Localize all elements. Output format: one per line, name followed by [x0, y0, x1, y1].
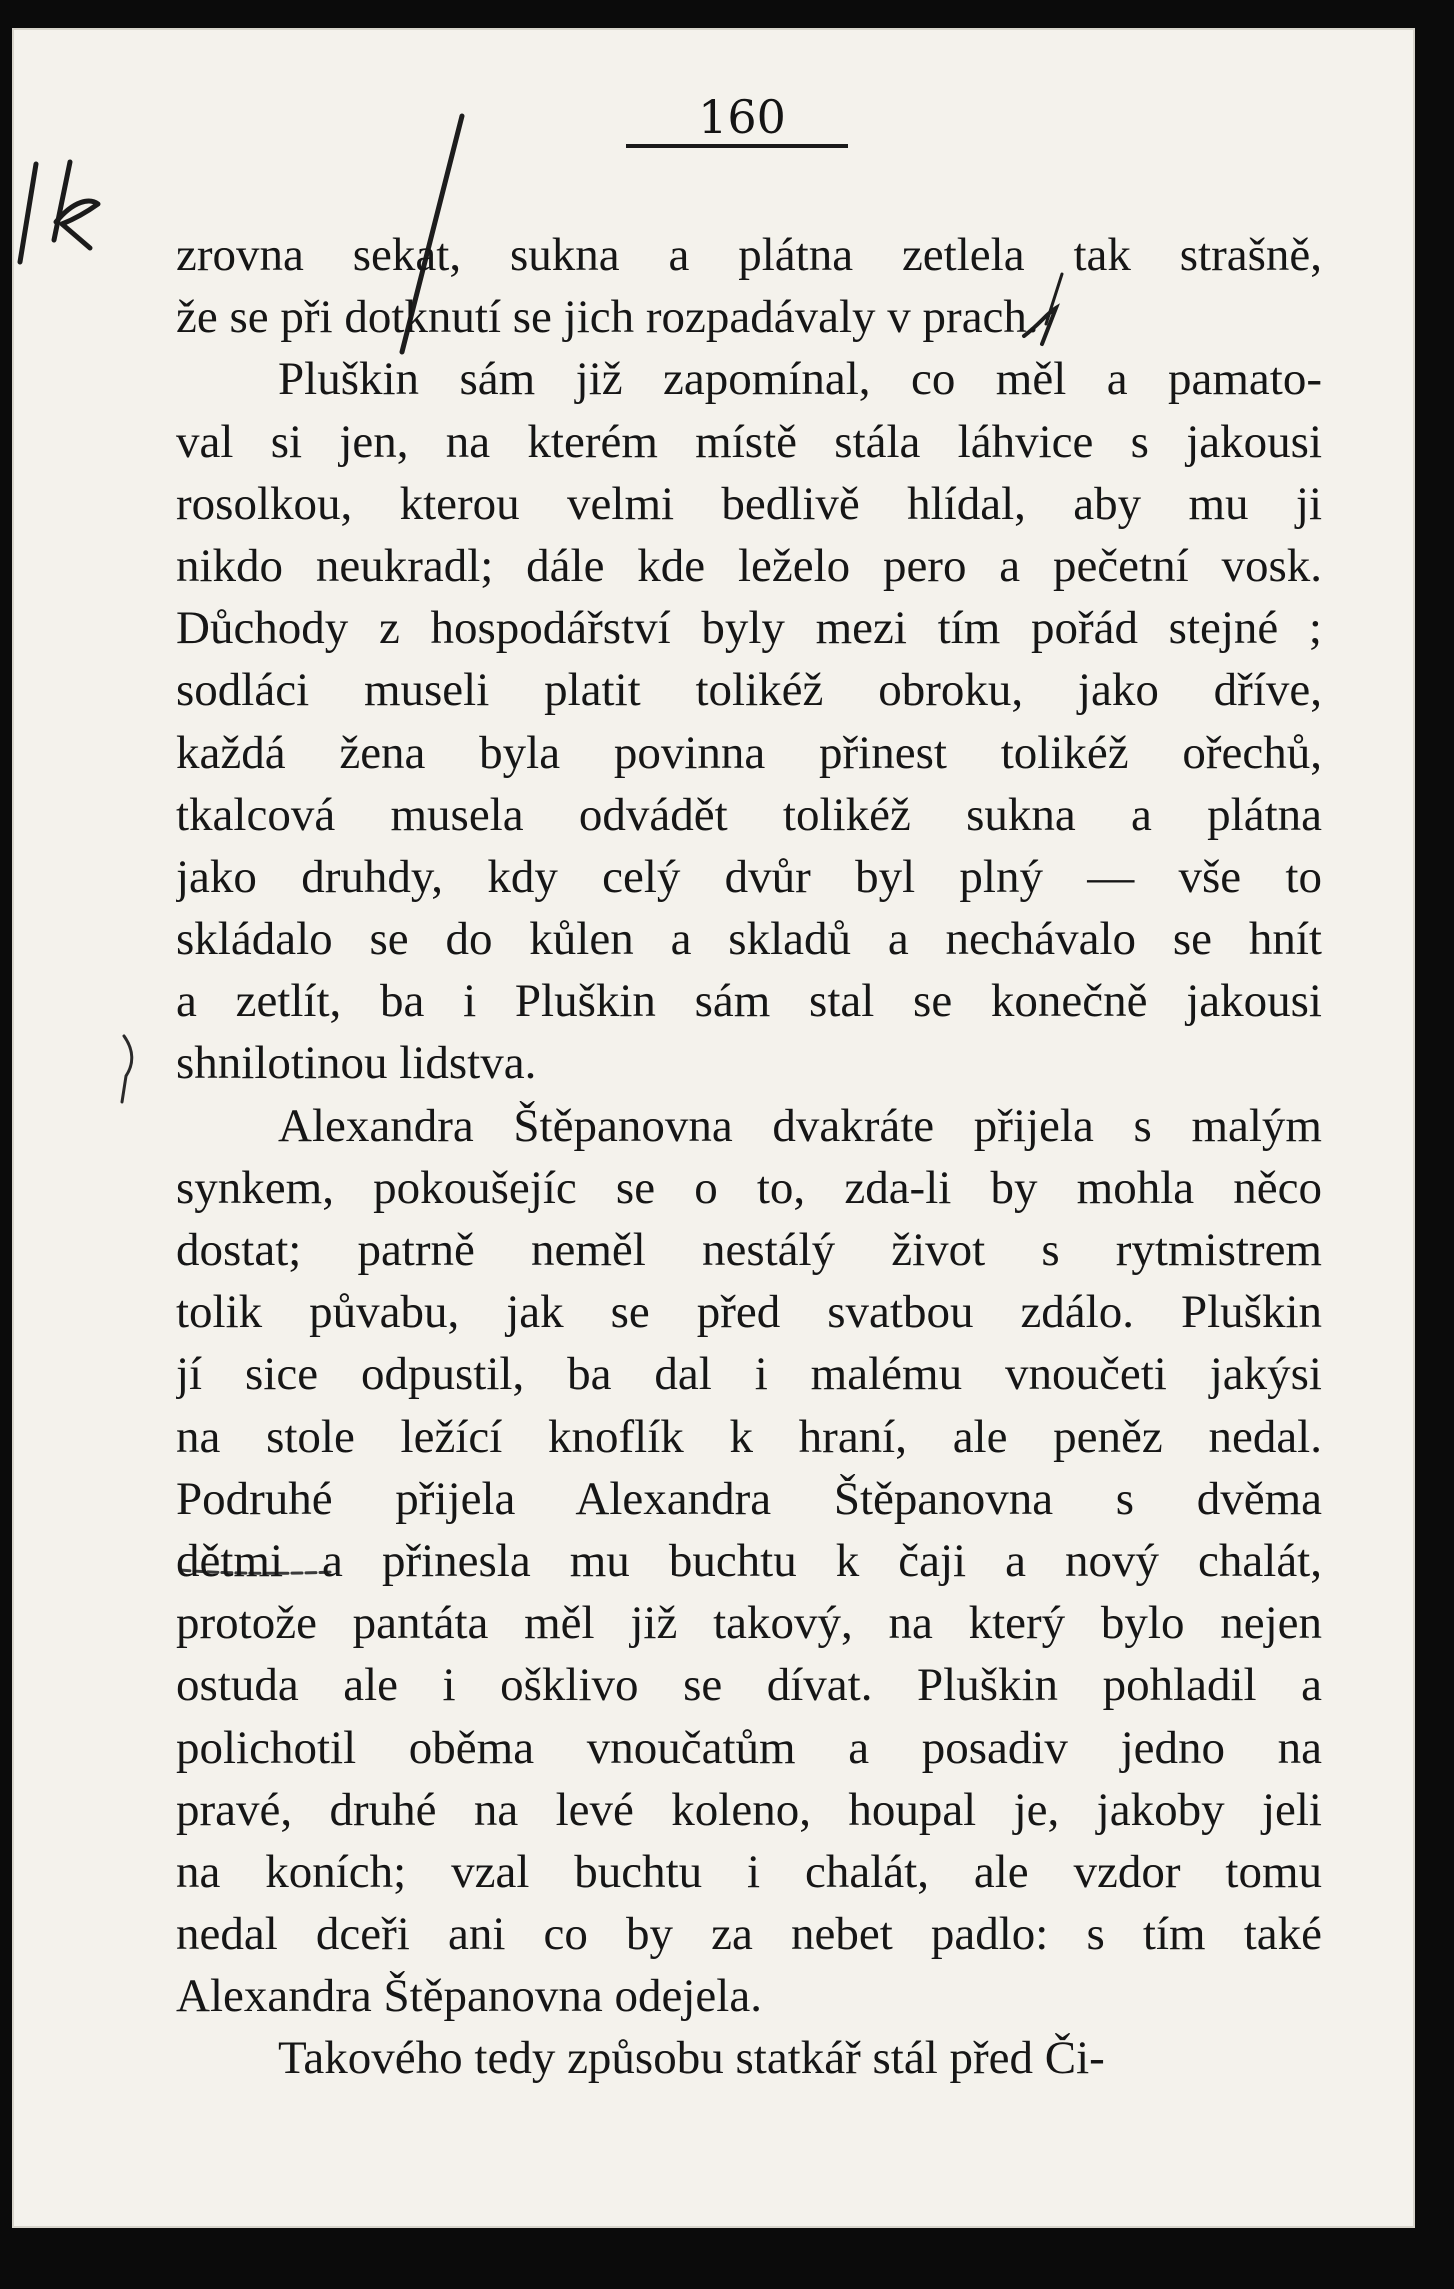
text-line: polichotil oběma vnoučatům a posadiv jedno na [176, 1721, 1322, 1774]
page-number: 160 [698, 90, 786, 144]
text-line: nikdo neukradl; dále kde leželo pero a pečetní vosk. [176, 539, 1322, 592]
text-line: ostuda ale i ošklivo se dívat. Pluškin pohladil a [176, 1659, 1322, 1712]
text-line: Pluškin sám již zapomínal, co měl a pamato- [278, 353, 1322, 406]
text-line: rosolkou, kterou velmi bedlivě hlídal, aby mu ji [176, 477, 1322, 530]
text-line: pravé, druhé na levé koleno, houpal je, jakoby jeli [176, 1783, 1322, 1836]
body-text [176, 224, 1322, 2090]
text-line: tkalcová musela odvádět tolikéž sukna a plátna [176, 788, 1322, 841]
text-line: tolik půvabu, jak se před svatbou zdálo. Pluškin [176, 1286, 1322, 1339]
text-line: val si jen, na kterém místě stála láhvice s jakousi [176, 415, 1322, 468]
text-line: dětmi a přinesla mu buchtu k čaji a nový chalát, [176, 1534, 1322, 1587]
text-line: Alexandra Štěpanovna dvakráte přijela s malým [278, 1099, 1322, 1152]
text-line: že se při dotknutí se jich rozpadávaly v prach. [176, 291, 1039, 344]
text-line: nedal dceři ani co by za nebet padlo: s tím také [176, 1908, 1322, 1961]
text-line: synkem, pokoušejíc se o to, zda-li by mohla něco [176, 1161, 1322, 1214]
text-line: sodláci museli platit tolikéž obroku, jako dříve, [176, 664, 1322, 717]
book-page [12, 28, 1415, 2228]
handwritten-margin-mark [12, 158, 132, 268]
text-line: na stole ležící knoflík k hraní, ale peněz nedal. [176, 1410, 1322, 1463]
text-line: Takového tedy způsobu statkář stál před Či- [278, 2032, 1105, 2085]
text-line: každá žena byla povinna přinest tolikéž ořechů, [176, 726, 1322, 779]
text-line: a zetlít, ba i Pluškin sám stal se konečně jakousi [176, 975, 1322, 1028]
text-line: Důchody z hospodářství byly mezi tím pořád stejné ; [176, 602, 1322, 655]
text-line: Podruhé přijela Alexandra Štěpanovna s dvěma [176, 1472, 1322, 1525]
text-line: jí sice odpustil, ba dal i malému vnoučeti jakýsi [176, 1348, 1322, 1401]
text-line: zrovna sekat, sukna a plátna zetlela tak strašně, [176, 229, 1322, 281]
text-line: Alexandra Štěpanovna odejela. [176, 1970, 762, 2023]
text-line: jako druhdy, kdy celý dvůr byl plný — vše to [176, 850, 1322, 903]
text-line: protože pantáta měl již takový, na který bylo nejen [176, 1597, 1322, 1650]
text-line: skládalo se do kůlen a skladů a nechávalo se hnít [176, 913, 1322, 966]
text-line: dostat; patrně neměl nestálý život s rytmistrem [176, 1224, 1322, 1276]
text-line: na koních; vzal buchtu i chalát, ale vzdor tomu [176, 1845, 1322, 1898]
page-number-rule [626, 144, 848, 148]
text-line: shnilotinou lidstva. [176, 1037, 537, 1090]
pencil-bracket-mark [116, 1030, 146, 1110]
